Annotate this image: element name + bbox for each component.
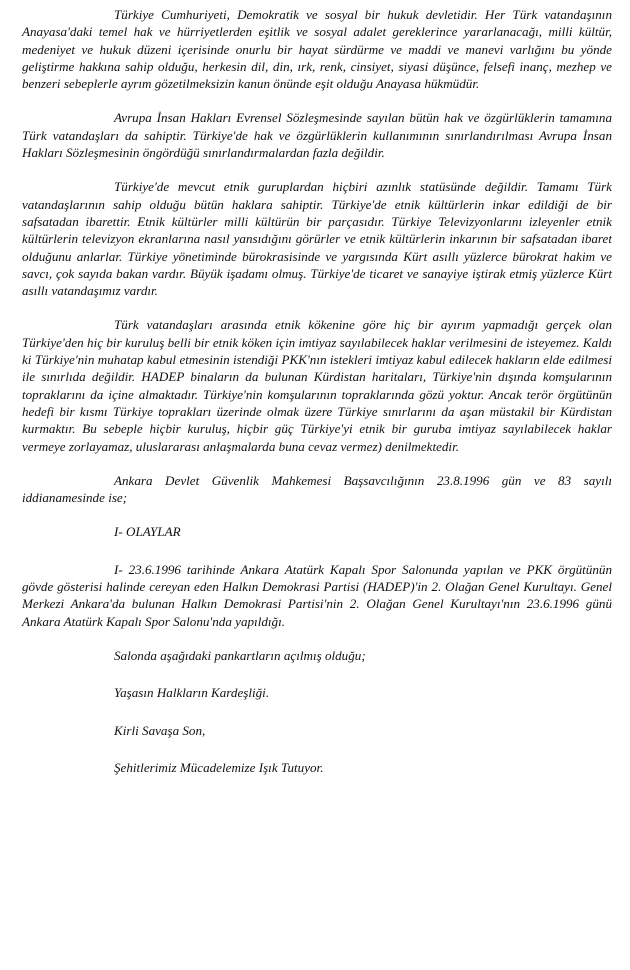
banner-intro: Salonda aşağıdaki pankartların açılmış olduğu; xyxy=(114,647,366,663)
banner-item: Kirli Savaşa Son, xyxy=(114,722,206,738)
banner-item: Şehitlerimiz Mücadelemize Işık Tutuyor. xyxy=(114,759,324,775)
section-heading: I- OLAYLAR xyxy=(114,524,181,540)
paragraph-human-rights: Avrupa İnsan Hakları Evrensel Sözleşmesinde sayılan bütün hak ve özgürlüklerin tamamına Türk vatandaşları da sahiptir. Türkiye'de hak ve özgürlüklerin kullanımının sınırlandırılması Avrupa İnsan Hakları Sözleşmesinin öngördüğü sınırlandırmalardan fazla değildir. xyxy=(22,110,612,161)
paragraph-ethnic-groups: Türkiye'de mevcut etnik guruplardan hiçbiri azınlık statüsünde değildir. Tamamı Türk vatandaşlarının sahip olduğu bütün haklara sahiptir. Türkiye'de etnik kültürlerin inkar edildiği de bir safsatadan ibarettir. Etnik kültürler milli kültürün bir parçasıdır. Türkiye Televizyonlarını izleyenler etnik kültürlerin televizyon ekranlarına nasıl yansıdığını görürler ve etnik kültürlerin inkarının bir safsatadan ibaret olduğunu anlarlar. Türkiye yönetiminde bürokrasisinde ve yargısında Kürt asıllı yüzlerce bürokrat hakim ve savcı, çok sayıda bakan vardır. Büyük işadamı olmuş. Türkiye'de ticaret ve sanayiye iştirak etmiş yüzlerce Kürt asıllı vatandaşımız vardır. xyxy=(22,179,612,299)
paragraph-privileges: Türk vatandaşları arasında etnik kökenine göre hiç bir ayırım yapmadığı gerçek olan Türkiye'den hiç bir kuruluş belli bir etnik köken için imtiyaz sayılabilecek haklar verilmesini de isteyemez. Kaldı ki Türkiye'nin muhatap kabul etmesinin istendiği PKK'nın istekleri imtiyaz kabul edilecek hakların elde edilmesi ile sınırlıda değildir. HADEP binaların da bulunan Kürdistan haritaları, Türkiye'nin dışında komşularının topraklarını da içine almaktadır. Türkiye'nin komşularının topraklarında gözü yoktur. Ancak terör örgütünün hedefi bir kısmı Türkiye toprakları üzerinde olmak üzere Türkiye sınırlarını da aşan müstakil bir Kürdistan kurmaktır. Bu sebeple hiçbir kuruluş, hiçbir güç Türkiye'yi etnik bir guruba imtiyaz sayılabilecek haklar vermeye zorlayamaz, uluslararası anlaşmalarda buna cevaz vermez) denilmektedir. xyxy=(22,317,612,454)
paragraph-indictment: Ankara Devlet Güvenlik Mahkemesi Başsavcılığının 23.8.1996 gün ve 83 sayılı iddianamesinde ise; xyxy=(22,472,612,506)
paragraph-constitution: Türkiye Cumhuriyeti, Demokratik ve sosyal bir hukuk devletidir. Her Türk vatandaşının Anayasa'daki temel hak ve hürriyetlerden eşitlik ve sosyal adalet gereklerince yararlanacağı, milli kültür, medeniyet ve hukuk düzeni içerisinde onurlu bir hayat sürdürme ve maddi ve manevi varlığını bu yönde geliştirme hakkına sahip olduğu, herkesin dil, din, ırk, renk, cinsiyet, siyasi düşünce, felsefi inanç, mezhep ve benzeri sebeplerle ayrım gözetilmeksizin kanun önünde eşit olduğu Anayasa hükmüdür. xyxy=(22,7,612,92)
banner-item: Yaşasın Halkların Kardeşliği. xyxy=(114,685,270,701)
paragraph-event: I- 23.6.1996 tarihinde Ankara Atatürk Kapalı Spor Salonunda yapılan ve PKK örgütünün gövde gösterisi halinde cereyan eden Halkın Demokrasi Partisi (HADEP)'in 2. Olağan Genel Kurultayı. Genel Merkezi Ankara'da bulunan Halkın Demokrasi Partisi'nin 2. Olağan Genel Kurultayı'nın 23.6.1996 günü Ankara Atatürk Kapalı Spor Salonu'nda yapıldığı. xyxy=(22,561,612,629)
